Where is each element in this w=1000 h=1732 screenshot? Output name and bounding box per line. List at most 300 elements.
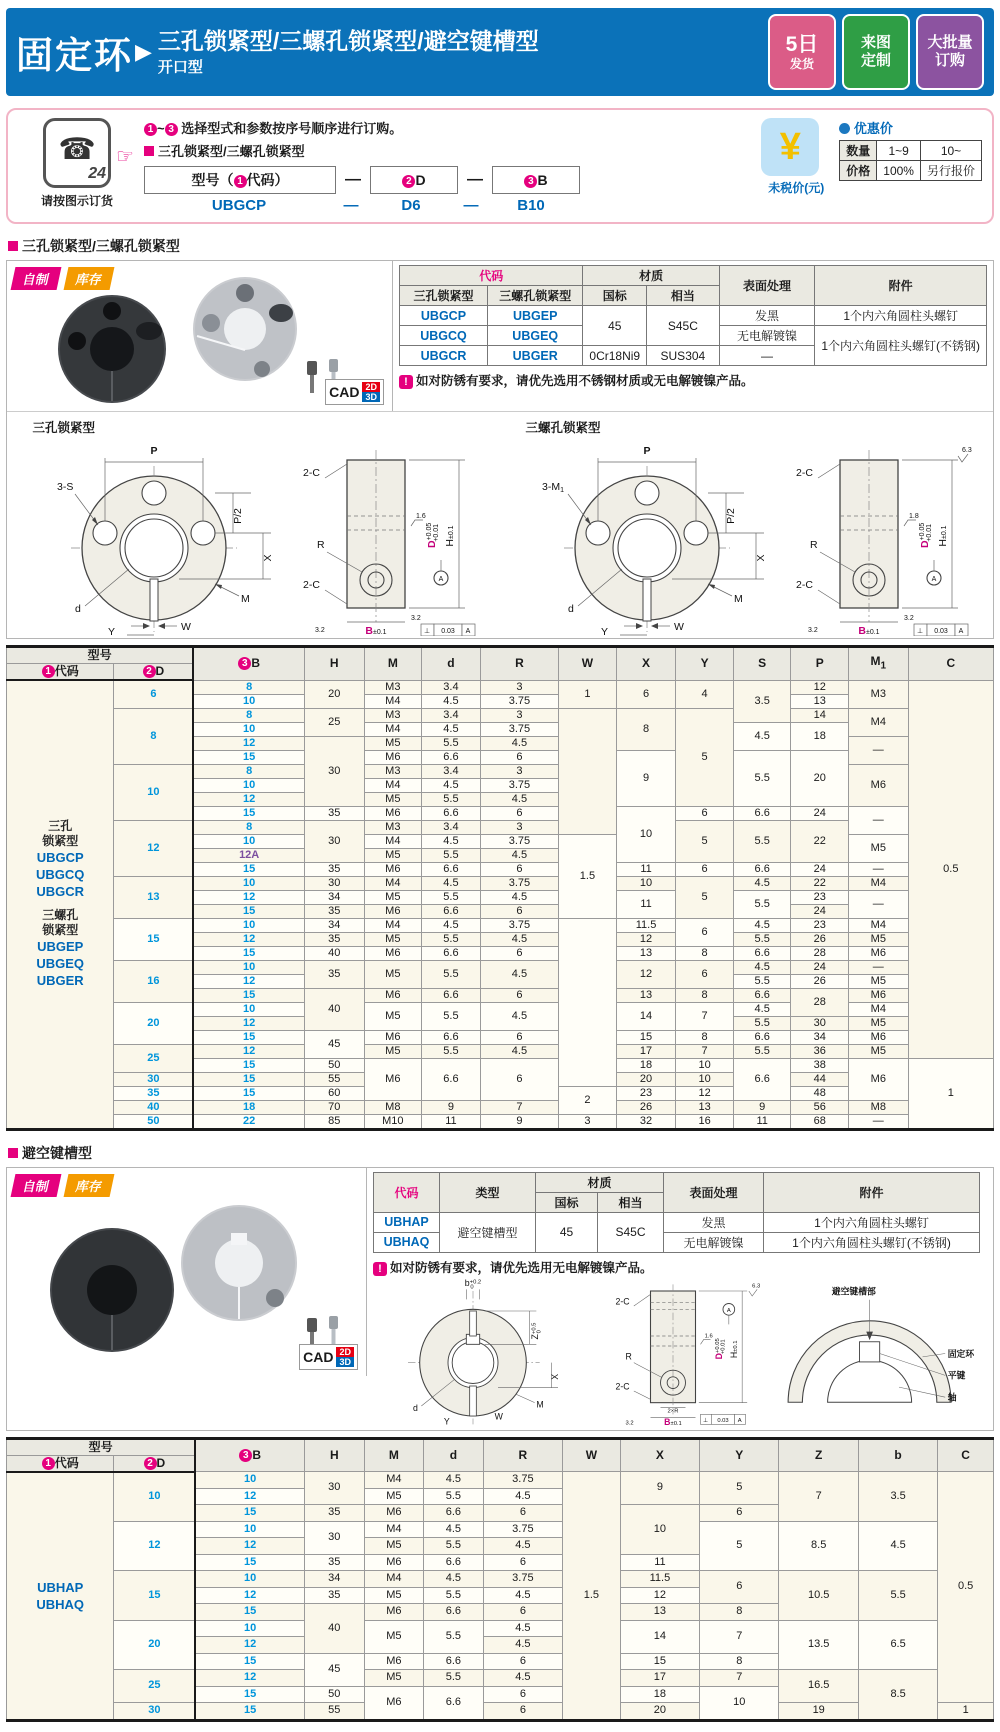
cell: 6.6: [422, 862, 481, 876]
made-badge: 自制: [11, 267, 62, 290]
product-photo-lock: [7, 261, 393, 411]
cell: 6.6: [422, 1030, 481, 1044]
cell: 3.4: [422, 764, 481, 778]
circled-2-icon: 2: [402, 175, 415, 188]
cell: 4.5: [483, 1637, 562, 1654]
cell: 5.5: [733, 932, 791, 946]
cell: 1.5: [559, 834, 617, 918]
cell: 6.6: [422, 946, 481, 960]
cell: 6.6: [733, 988, 791, 1002]
dim-2C: 2-C: [302, 579, 320, 591]
cell: 5.5: [424, 1538, 484, 1555]
cell: 40: [304, 946, 364, 960]
cell: M4: [364, 722, 422, 736]
example-code: UBGCP: [211, 197, 267, 214]
mat1: [399, 265, 987, 366]
cell: 15: [195, 1554, 304, 1571]
price-block: [732, 118, 982, 196]
mat-cell: 表面处理: [719, 266, 815, 306]
cell: 8: [114, 708, 193, 764]
cell: 15: [114, 918, 193, 960]
cell: 10: [616, 806, 676, 862]
side-view-keyway-drawing: [593, 1276, 773, 1426]
badge-text: 发货: [789, 56, 814, 71]
cell: 10: [193, 876, 304, 890]
cell: 11: [616, 862, 676, 876]
cell: 4.5: [480, 1002, 558, 1030]
cell: 18: [193, 1100, 304, 1114]
cell: M4: [364, 1571, 424, 1588]
corner-header: 型号: [7, 647, 194, 664]
cell: 6.6: [424, 1686, 484, 1720]
cell: 5.5: [422, 1002, 481, 1030]
cad-3d-tag: 3D: [362, 392, 380, 402]
cell: 12: [195, 1538, 304, 1555]
dim-2C: 2-C: [302, 467, 320, 479]
cell: M4: [849, 708, 909, 736]
column-header: R: [480, 647, 558, 681]
svg-text:Z+0.50: [530, 1322, 543, 1339]
dim-B: B: [664, 1416, 671, 1426]
cell: 34: [304, 918, 364, 932]
cell: 7: [676, 1002, 734, 1030]
finish-1.6: 1.6: [415, 513, 426, 520]
svg-text:b+0.20: [465, 1278, 481, 1291]
circled-3-icon: 3: [165, 123, 178, 136]
cell: 15: [193, 1086, 304, 1100]
section2-title: [8, 1143, 994, 1163]
spec-table-1-mount: [6, 645, 994, 1131]
cell: 12: [616, 932, 676, 946]
cell: 25: [304, 708, 364, 736]
finish-6.3: 6.3: [961, 447, 972, 454]
cell: 20: [616, 1072, 676, 1086]
cell: M6: [849, 1058, 909, 1100]
cell: 4.5: [483, 1620, 562, 1637]
cell: 3.4: [422, 680, 481, 694]
cad-label: CAD: [303, 1348, 334, 1365]
cell: 30: [114, 1072, 193, 1086]
material-table-2-mount: [373, 1172, 987, 1253]
cell: 5.5: [733, 1044, 791, 1058]
column-header: R: [483, 1438, 562, 1472]
cell: 8: [193, 708, 304, 722]
badge-bulk-order: [916, 14, 984, 90]
tolerance-value: 0.03: [440, 628, 455, 635]
perpendicularity-icon: ⊥: [916, 628, 923, 635]
cell: 10: [195, 1472, 304, 1489]
cell: M4: [364, 1472, 424, 1489]
cell: 10: [193, 694, 304, 708]
cell: 50: [114, 1114, 193, 1129]
mat-cell: UBGCP: [400, 306, 488, 326]
column-header: C: [938, 1438, 994, 1472]
cell: 10: [620, 1505, 699, 1555]
dim-H: H: [443, 538, 456, 547]
model-code: UBGEQ: [36, 956, 85, 972]
finish-3.2: 3.2: [410, 615, 421, 622]
rust-note-2-text: 如对防锈有要求，请优先选用无电解镀镍产品。: [390, 1260, 653, 1275]
series-type-label: 锁紧型: [42, 923, 79, 938]
cell: 50: [305, 1686, 365, 1703]
cell: M8: [364, 1100, 422, 1114]
cell: 6: [676, 960, 734, 988]
cell: 35: [305, 1505, 365, 1522]
cell: 13: [114, 876, 193, 918]
page-subtitle: 开口型: [157, 58, 203, 76]
model-code: UBHAQ: [36, 1596, 85, 1612]
dim-R: R: [625, 1350, 632, 1361]
cell: 4.5: [733, 1002, 791, 1016]
cell: 22: [193, 1114, 304, 1129]
cell: 38: [791, 1058, 849, 1072]
cell: 15: [193, 750, 304, 764]
cell: 3.75: [480, 778, 558, 792]
column-header: P: [791, 647, 849, 681]
dim-b-tol: +0.2: [469, 1279, 482, 1285]
square-bullet-icon: [8, 241, 18, 251]
dim-H-tol: ±0.1: [733, 1340, 740, 1352]
side-view-3hole-drawing: [283, 436, 489, 636]
dim-W: W: [180, 621, 191, 633]
dim-D-tol2: +0.01: [720, 1338, 727, 1354]
cell: 2: [559, 1086, 617, 1114]
cell: 6: [676, 918, 734, 946]
cell: M6: [849, 988, 909, 1002]
cell: 8: [616, 708, 676, 750]
mat-cell: 相当: [647, 286, 720, 306]
dim-P: P: [642, 445, 651, 457]
cell: 6.6: [424, 1554, 484, 1571]
d-box: [370, 166, 458, 194]
datum-A: A: [931, 576, 936, 583]
cell: —: [849, 862, 909, 876]
cell: 3.4: [422, 820, 481, 834]
cell: 45: [304, 1030, 364, 1058]
cell: M5: [364, 1044, 422, 1058]
column-header: $M_1$: [849, 647, 909, 681]
cell: 10: [195, 1521, 304, 1538]
dim-X: X: [550, 1373, 560, 1380]
cell: 16: [676, 1114, 734, 1129]
cell: 24: [791, 862, 849, 876]
section2-title-text: 避空键槽型: [22, 1144, 92, 1161]
cell: 6: [483, 1554, 562, 1571]
dash: —: [467, 171, 483, 188]
dim-R: R: [316, 539, 325, 551]
cell: 4.5: [422, 834, 481, 848]
price-note: 未税价(元): [768, 181, 825, 195]
cell: M5: [364, 932, 422, 946]
circled-1-icon: 1: [234, 175, 247, 188]
front-view-3thread-drawing: [512, 436, 776, 636]
cell: 13.5: [779, 1620, 858, 1670]
cell: 6.6: [424, 1604, 484, 1621]
cell: 13: [620, 1604, 699, 1621]
column-header: X: [616, 647, 676, 681]
cell: M4: [364, 694, 422, 708]
cell: 6: [114, 680, 193, 708]
cell: 23: [616, 1086, 676, 1100]
mat-cell: 国标: [536, 1192, 598, 1212]
cell: 0.5: [908, 680, 993, 1058]
order-subhead: [144, 141, 732, 160]
cell: 30: [304, 876, 364, 890]
cell: 44: [791, 1072, 849, 1086]
cell: 26: [616, 1100, 676, 1114]
side-view-3thread-drawing: [776, 436, 982, 636]
cell: 10: [193, 722, 304, 736]
cell: —: [849, 806, 909, 834]
box1-post: 代码）: [246, 172, 289, 188]
cell: 8: [676, 988, 734, 1002]
cell: M6: [364, 750, 422, 764]
cell: 6: [480, 904, 558, 918]
cell: 3.75: [480, 694, 558, 708]
cell: 14: [791, 708, 849, 722]
mat-cell: 无电解镀镍: [719, 326, 815, 346]
corner-header: 型号: [7, 1438, 196, 1455]
cell: M4: [849, 918, 909, 932]
cell: 25: [114, 1044, 193, 1072]
cell: 15: [620, 1653, 699, 1670]
dim-P2: P/2: [231, 508, 244, 524]
cell: 3.75: [480, 918, 558, 932]
cell: 8: [193, 820, 304, 834]
pointing-hand-icon: ☞: [116, 146, 134, 168]
alert-icon: !: [399, 375, 413, 389]
cell: 6: [483, 1653, 562, 1670]
cell: 13: [616, 946, 676, 960]
cell: 18: [616, 1058, 676, 1072]
cell: 5.5: [422, 736, 481, 750]
cell: M6: [849, 764, 909, 806]
mat-cell: 附件: [764, 1172, 980, 1212]
cell: M3: [364, 680, 422, 694]
dim-b: b: [464, 1277, 470, 1288]
cell: 56: [791, 1100, 849, 1114]
cell: 5: [676, 820, 734, 862]
cell: 4: [676, 680, 734, 708]
cell: 15: [195, 1686, 304, 1703]
svg-text:H±0.1: [729, 1340, 739, 1358]
cell: 18: [791, 722, 849, 750]
cad-3d-tag: 3D: [336, 1357, 354, 1367]
model-code: UBHAP: [37, 1579, 84, 1595]
made-badge: 自制: [11, 1174, 62, 1197]
cell: 11: [733, 1114, 791, 1129]
cell: [559, 708, 617, 834]
cell: 35: [305, 1554, 365, 1571]
cell: M4: [364, 834, 422, 848]
cell: 3: [559, 1114, 617, 1129]
cell: 20: [304, 680, 364, 708]
cell: 6.6: [733, 862, 791, 876]
cell: 4.5: [480, 960, 558, 988]
badge-custom-drawing: [842, 14, 910, 90]
dim-b-tol0: 0: [470, 1284, 474, 1290]
cell: 6: [483, 1703, 562, 1721]
order-intro-text: 选择型式和参数按序号顺序进行订购。: [181, 121, 403, 136]
cell: 5: [700, 1521, 779, 1571]
dim-P2: P/2: [724, 508, 737, 524]
dim-X: X: [261, 554, 274, 562]
arrow-icon: ▶: [135, 39, 152, 64]
d-letter: D: [415, 172, 426, 188]
cell: 20: [620, 1703, 699, 1721]
badge-5day-ship: [768, 14, 836, 90]
cell: 6.6: [733, 806, 791, 820]
banner-titles: [158, 28, 762, 77]
cell: M6: [364, 1030, 422, 1044]
cell: M5: [849, 1016, 909, 1030]
cell: 6: [480, 862, 558, 876]
cell: 15: [193, 946, 304, 960]
dim-D: D: [425, 540, 438, 548]
cell: 4.5: [483, 1538, 562, 1555]
cad-badge[interactable]: [299, 1344, 358, 1370]
column-header: 3 B: [195, 1438, 304, 1472]
cell: 10: [700, 1686, 779, 1720]
dim-H-tol: ±0.1: [940, 525, 948, 539]
cell: M8: [849, 1100, 909, 1114]
circled-1-icon: 1: [144, 123, 157, 136]
cad-badge[interactable]: [325, 379, 384, 405]
dim-B: B: [364, 625, 373, 636]
dash: —: [345, 171, 361, 188]
cell: 4.5: [422, 876, 481, 890]
cell: 24: [791, 960, 849, 974]
mat-cell: UBGCR: [400, 346, 488, 366]
cell: 13: [791, 694, 849, 708]
cell: 12: [193, 1016, 304, 1030]
datum-A: A: [438, 576, 443, 583]
cell: 11.5: [616, 918, 676, 932]
cell: 22: [791, 876, 849, 890]
cad-label: CAD: [329, 384, 360, 400]
cell: M6: [364, 946, 422, 960]
series-type-label: 三孔: [48, 819, 73, 834]
cell: 12: [195, 1488, 304, 1505]
cell: 35: [305, 1587, 365, 1604]
dim-3M1-sub: 1: [559, 487, 564, 494]
cell: 6: [480, 988, 558, 1002]
column-header: M: [364, 647, 422, 681]
column-header: b: [858, 1438, 937, 1472]
dim-R: R: [809, 539, 818, 551]
cell: 4.5: [480, 890, 558, 904]
cell: 3.75: [480, 876, 558, 890]
circled-2-icon: 2: [143, 665, 156, 678]
cell: 12: [114, 820, 193, 876]
cell: 25: [114, 1670, 195, 1703]
cell: 17: [620, 1670, 699, 1687]
dim-D: D: [714, 1352, 725, 1359]
cell: 6.6: [422, 904, 481, 918]
cell: 4.5: [733, 722, 791, 750]
yen-icon: [761, 118, 819, 176]
perpendicularity-icon: ⊥: [702, 1417, 709, 1424]
cell: M6: [364, 806, 422, 820]
circled-1-icon: 1: [42, 665, 55, 678]
dim-Y: Y: [443, 1415, 450, 1426]
dim-D-tol2: +0.01: [925, 523, 933, 542]
cell: 12: [193, 736, 304, 750]
cell: 28: [791, 946, 849, 960]
qty-label: 数量: [840, 141, 877, 161]
cell: 55: [304, 1072, 364, 1086]
mat-cell: SUS304: [647, 346, 720, 366]
cell: 68: [791, 1114, 849, 1129]
cell: 12: [193, 1044, 304, 1058]
cell: 4.5: [480, 792, 558, 806]
tilde: ~: [157, 121, 165, 136]
cell: 13: [676, 1100, 734, 1114]
dim-Z-tol0: 0: [536, 1329, 543, 1333]
cell: 6.6: [422, 750, 481, 764]
cell: 8: [700, 1604, 779, 1621]
cell: 4.5: [483, 1488, 562, 1505]
square-bullet-icon: [144, 146, 154, 156]
section1-box: [6, 260, 994, 639]
mat-cell: 相当: [598, 1192, 664, 1212]
cell: 5.5: [422, 932, 481, 946]
dim-M: M: [536, 1399, 544, 1410]
mat-cell: 1个内六角圆柱头螺钉: [764, 1212, 980, 1232]
cell: 1.5: [563, 1472, 621, 1721]
dim-B: B: [857, 625, 866, 636]
cell: M4: [849, 1002, 909, 1016]
column-header: H: [305, 1438, 365, 1472]
telephone-icon: ☎: [58, 133, 96, 166]
cell: 40: [114, 1100, 193, 1114]
square-bullet-icon: [8, 1148, 18, 1158]
cell: 4.5: [733, 876, 791, 890]
cell: 4.5: [422, 722, 481, 736]
cell: 9: [620, 1472, 699, 1505]
mat-cell: 代码: [374, 1172, 440, 1212]
cell: 4.5: [480, 736, 558, 750]
cell: 10: [193, 1002, 304, 1016]
cell: 5.5: [422, 792, 481, 806]
dim-B-tol: ±0.1: [865, 629, 880, 636]
keyway-explainer-diagram: [773, 1276, 983, 1426]
cell: 12: [114, 1521, 195, 1571]
blue-dot-icon: [839, 123, 850, 134]
cell: 20: [791, 750, 849, 806]
mat2: [373, 1172, 980, 1253]
badge-text: 大批量: [927, 34, 973, 51]
order-intro: [144, 118, 732, 137]
mat-cell: 类型: [440, 1172, 536, 1212]
dim-B-tol: ±0.1: [670, 1420, 682, 1426]
mat-cell: 附件: [815, 266, 987, 306]
cell: M6: [364, 1058, 422, 1100]
cell: 5.5: [858, 1571, 937, 1621]
cell: M6: [849, 946, 909, 960]
tolerance-value: 0.03: [717, 1417, 729, 1424]
cell: 32: [616, 1114, 676, 1129]
svg-text:H±0.1: [937, 525, 949, 546]
cell: 45: [305, 1653, 365, 1686]
cell: 12: [676, 1086, 734, 1100]
order-subhead-text: 三孔锁紧型/三螺孔锁紧型: [158, 144, 305, 159]
cell: 10: [193, 834, 304, 848]
cell: 15: [193, 806, 304, 820]
cell: —: [849, 890, 909, 918]
price-title-text: 优惠价: [853, 121, 893, 136]
cell: 12: [791, 680, 849, 694]
